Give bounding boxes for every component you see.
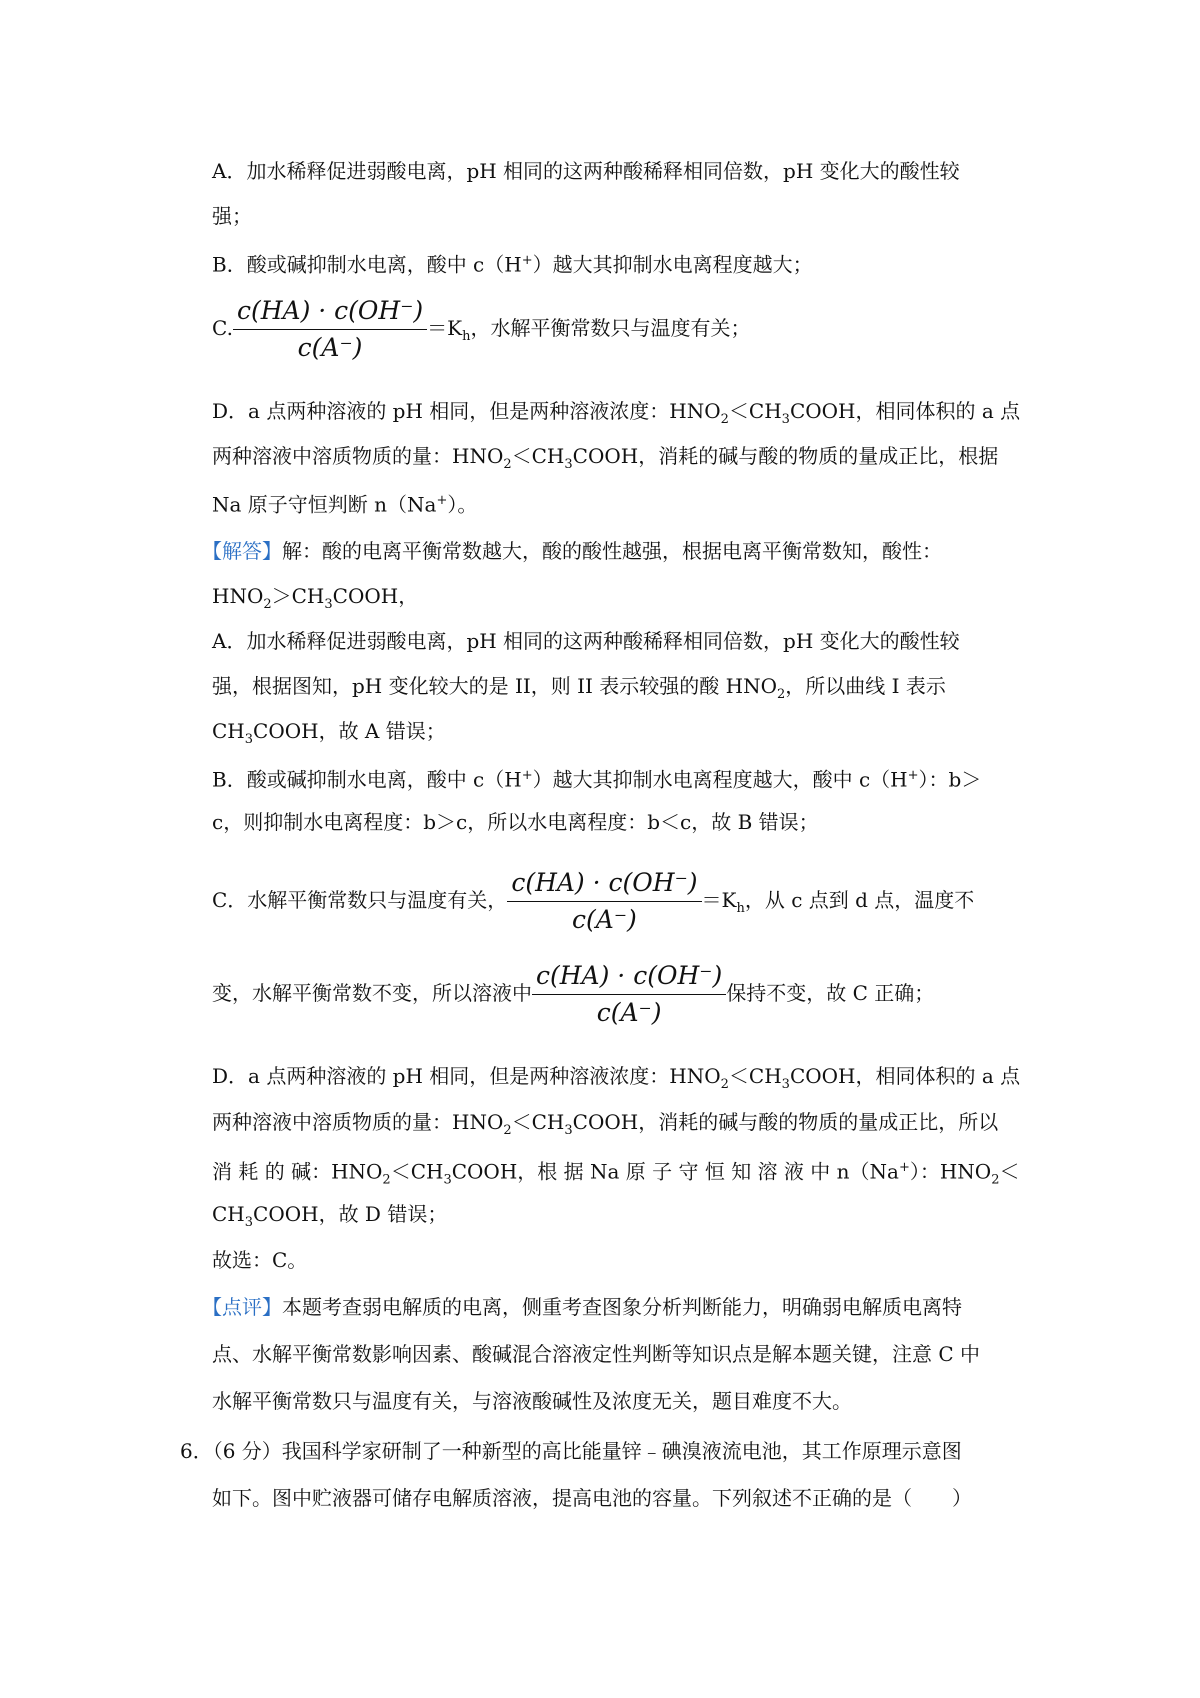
fraction-hydrolysis: $\frac{c(HA) \cdot c(OH^-)}{c(A^-)}$ [233,293,427,366]
analysis-d-line2: 两种溶液中溶质物质的量：$HNO_2<CH_3COOH$，消耗的碱与酸的物质的量成正比，根据 [212,444,999,472]
fraction-hydrolysis-3: $\frac{c(HA) \cdot c(OH^-)}{c(A^-)}$ [532,958,726,1031]
solution-d-line1: D．a 点两种溶液的 pH 相同，但是两种溶液浓度：$HNO_2<CH_3COOH$，相同体积的 a 点 [212,1064,1021,1092]
question6-line1: 6．（6 分）我国科学家研制了一种新型的高比能量锌﹣碘溴液流电池，其工作原理示意图 [180,1439,962,1463]
analysis-a-line1: A．加水稀释促进弱酸电离，pH 相同的这两种酸稀释相同倍数，pH 变化大的酸性较 [212,159,960,183]
solution-intro: 【解答】解：酸的电离平衡常数越大，酸的酸性越强，根据电离平衡常数知，酸性： [202,539,942,563]
fraction-hydrolysis-2: $\frac{c(HA) \cdot c(OH^-)}{c(A^-)}$ [507,865,701,938]
analysis-d-line3: Na 原子守恒判断 n（Na+）。 [212,492,478,517]
comment-tag: 【点评】 [202,1295,282,1319]
solution-tag: 【解答】 [202,539,282,563]
question6-line2: 如下。图中贮液器可储存电解质溶液，提高电池的容量。下列叙述不正确的是（ ） [212,1486,972,1510]
solution-choice: 故选：C。 [212,1248,308,1272]
solution-b-line2: c，则抑制水电离程度：b＞c，所以水电离程度：b＜c，故 B 错误； [212,810,819,834]
solution-a-line1: A．加水稀释促进弱酸电离，pH 相同的这两种酸稀释相同倍数，pH 变化大的酸性较 [212,629,960,653]
solution-d-line2: 两种溶液中溶质物质的量：$HNO_2<CH_3COOH$，消耗的碱与酸的物质的量成正比，所以 [212,1110,999,1138]
analysis-c-line: C. $\frac{c(HA) \cdot c(OH^-)}{c(A^-)}$ $=K_h$，水解平衡常数只与温度有关； [212,288,1027,377]
comment-line1: 【点评】本题考查弱电解质的电离，侧重考查图象分析判断能力，明确弱电解质电离特 [202,1295,962,1319]
comment-line2: 点、水解平衡常数影响因素、酸碱混合溶液定性判断等知识点是解本题关键，注意 C 中 [212,1342,981,1366]
analysis-a-line2: 强； [212,204,252,228]
solution-b-line1: B．酸或碱抑制水电离，酸中 c（H+）越大其抑制水电离程度越大，酸中 c（H+）：b＞ [212,767,982,792]
analysis-b-line: B．酸或碱抑制水电离，酸中 c（H+）越大其抑制水电离程度越大； [212,252,813,277]
comment-line3: 水解平衡常数只与温度有关，与溶液酸碱性及浓度无关，题目难度不大。 [212,1389,852,1413]
solution-d-line4: $CH_3COOH$，故 D 错误； [212,1202,448,1230]
solution-c-line1: C．水解平衡常数只与温度有关， $\frac{c(HA) \cdot c(OH^-)}{c(A^-)}$ $=K_h$，从 c 点到 d 点，温度不 [212,857,1027,952]
solution-a-line2: 强，根据图知，pH 变化较大的是 II，则 II 表示较强的酸 $HNO_2$，所以曲线 I 表示 [212,674,946,702]
analysis-d-line1: D．a 点两种溶液的 pH 相同，但是两种溶液浓度：$HNO_2<CH_3COOH$，相同体积的 a 点 [212,399,1021,427]
solution-a-line3: $CH_3COOH$，故 A 错误； [212,719,446,747]
solution-intro-line2: $HNO_2>CH_3COOH$， [212,584,419,612]
solution-c-line2: 变，水解平衡常数不变，所以溶液中 $\frac{c(HA) \cdot c(OH^-)}{c(A^-)}$ 保持不变，故 C 正确； [212,950,1027,1036]
solution-d-line3: 消 耗 的 碱：$HNO_2<CH_3COOH$，根 据 Na 原 子 守 恒 知 溶 液 中 n（Na+）：$HNO_2<$ [212,1159,1020,1188]
